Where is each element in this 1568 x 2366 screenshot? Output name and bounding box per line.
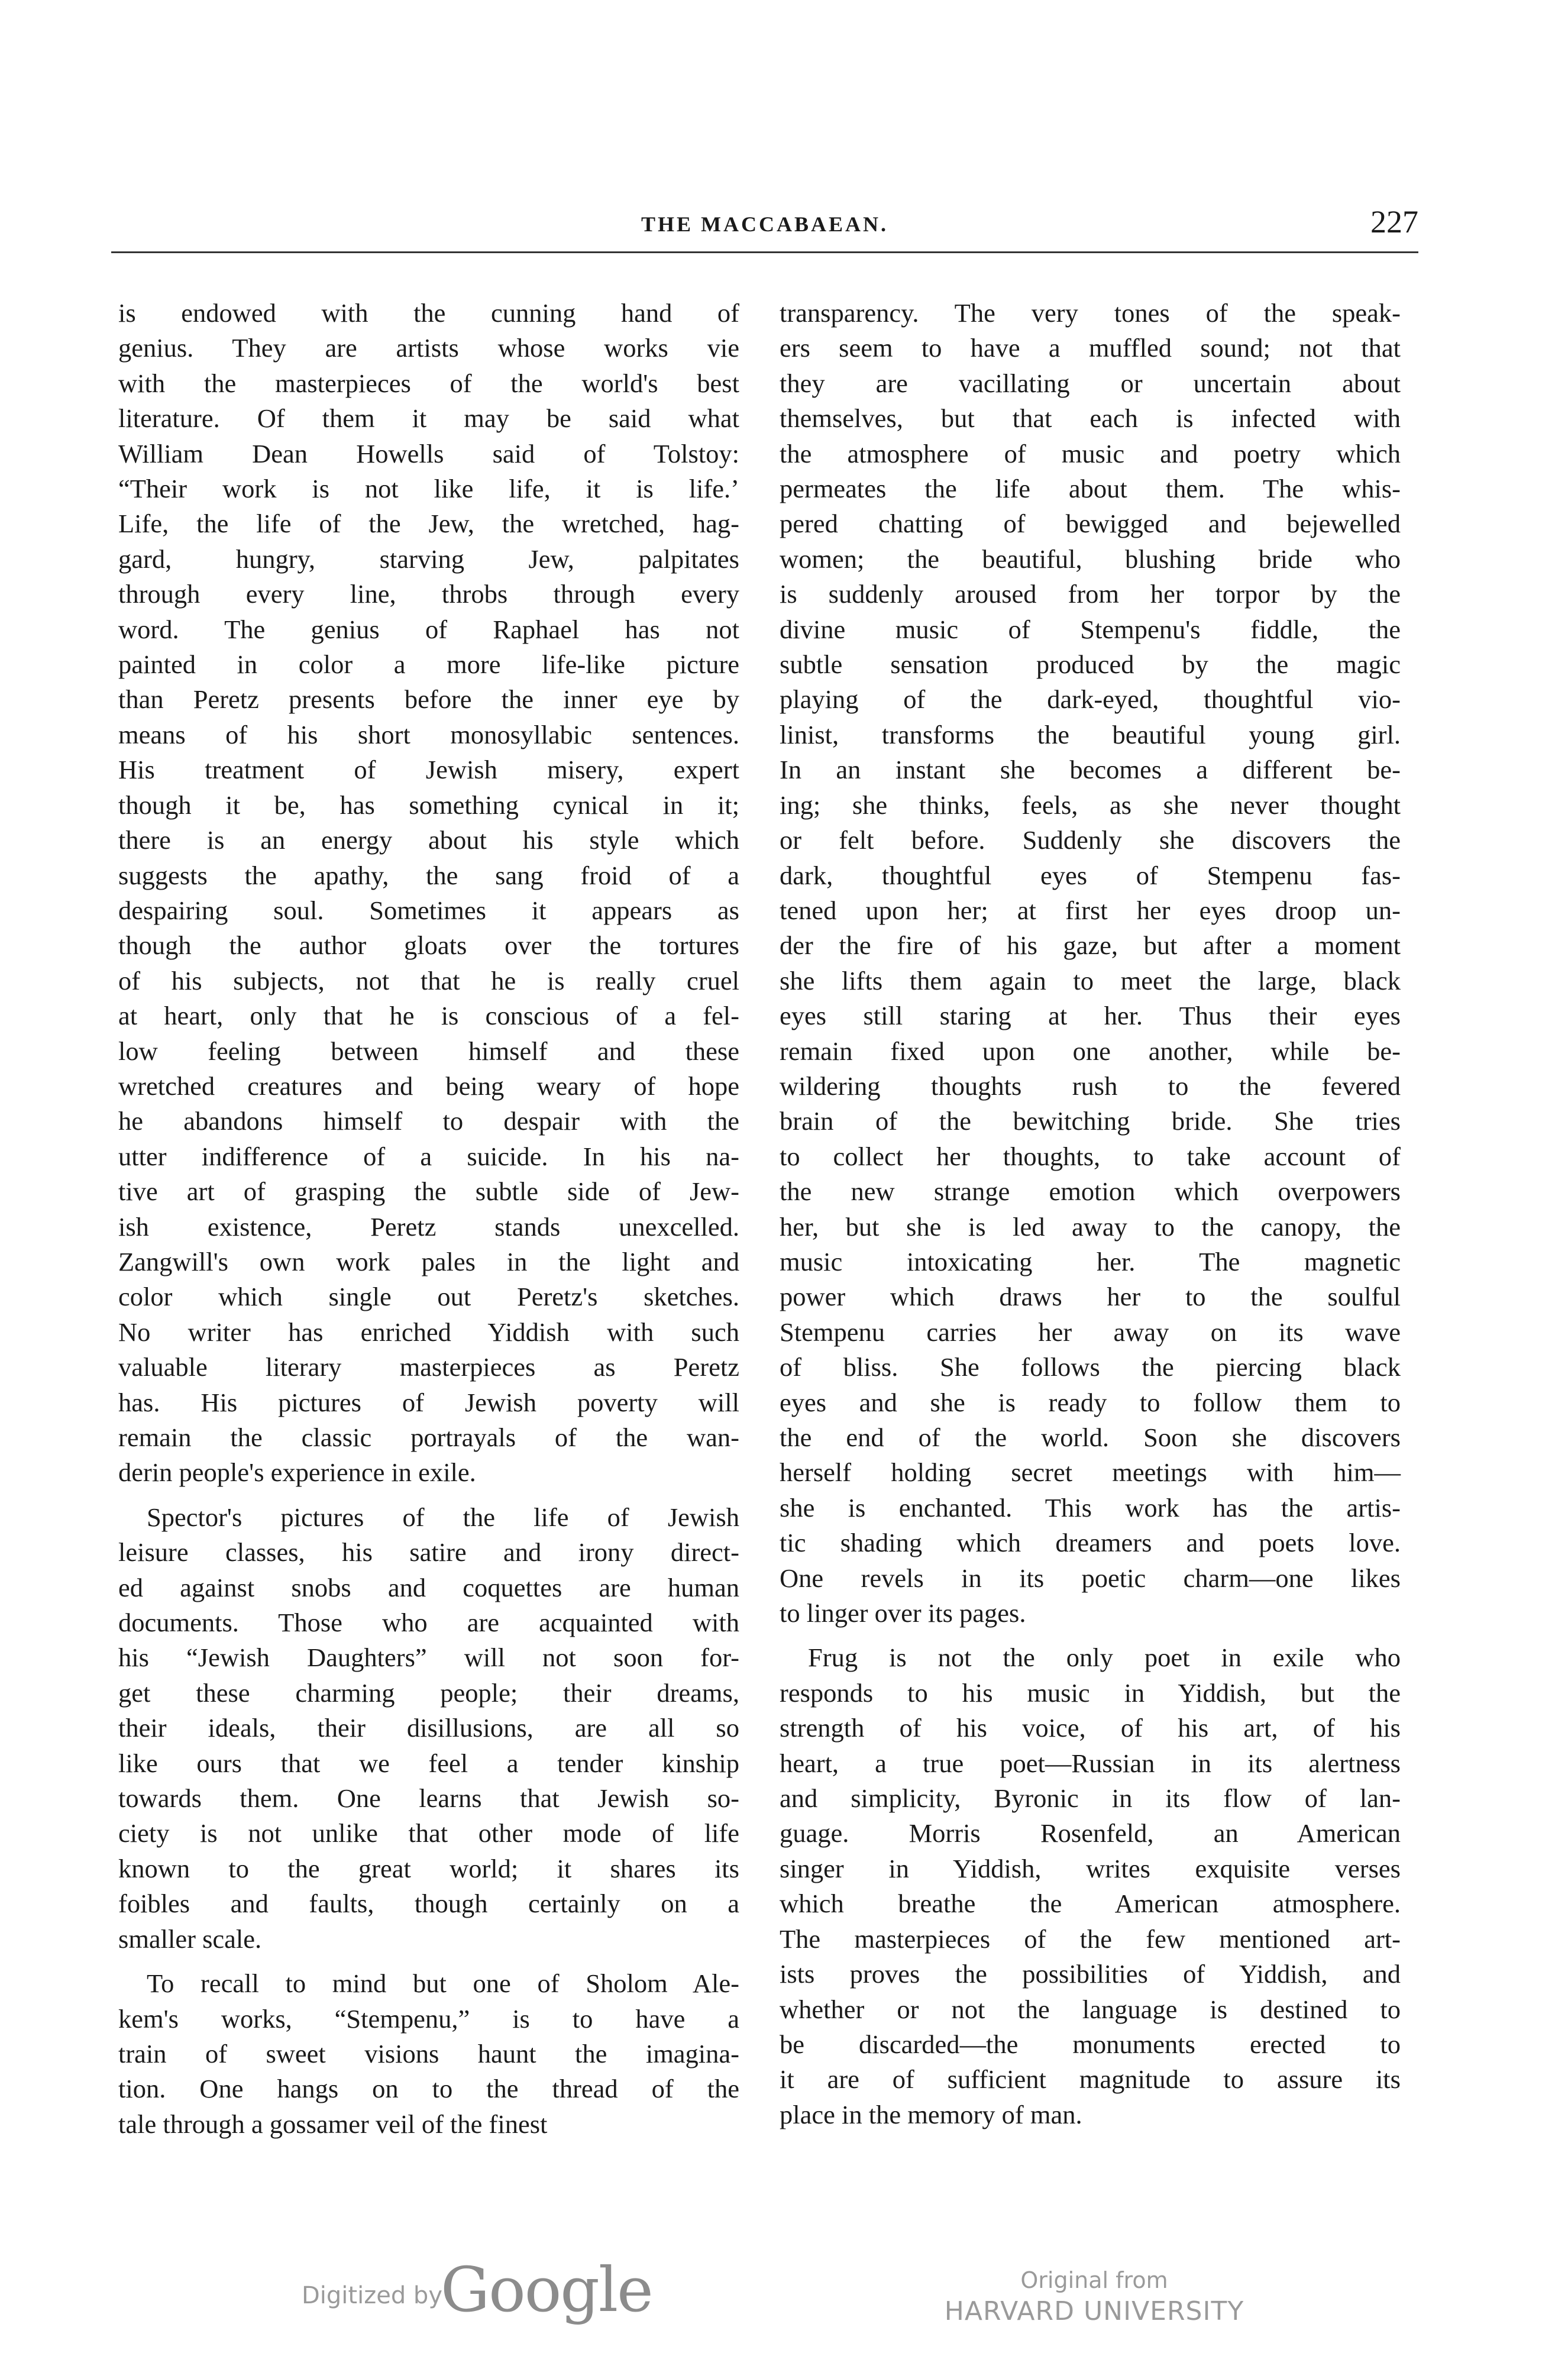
text-line: towards them. One learns that Jewish so-: [118, 1783, 739, 1814]
text-line: the atmosphere of music and poetry which: [780, 438, 1401, 468]
header-rule: [111, 251, 1418, 253]
text-line: they are vacillating or uncertain about: [780, 368, 1401, 398]
text-line: Frug is not the only poet in exile who: [808, 1643, 1401, 1673]
google-logo: Google: [441, 2254, 652, 2326]
text-line: genius. They are artists whose works vie: [118, 333, 739, 363]
right-column: [780, 296, 1401, 2132]
text-line: and simplicity, Byronic in its flow of lan-: [780, 1783, 1401, 1814]
text-line: tion. One hangs on to the thread of the: [118, 2074, 739, 2104]
original-from-text: Original from: [1020, 2267, 1168, 2293]
text-line: tive art of grasping the subtle side of Jew-: [118, 1176, 739, 1207]
text-line: His treatment of Jewish misery, expert: [118, 755, 739, 785]
text-line: heart, a true poet—Russian in its alertness: [780, 1748, 1401, 1778]
text-line: despairing soul. Sometimes it appears as: [118, 895, 739, 925]
text-line: linist, transforms the beautiful young girl.: [780, 719, 1401, 749]
text-line: of his subjects, not that he is really cruel: [118, 965, 739, 995]
text-line: wretched creatures and being weary of hope: [118, 1071, 739, 1101]
text-line: herself holding secret meetings with him—: [780, 1457, 1401, 1488]
text-line: The masterpieces of the few mentioned art-: [780, 1924, 1401, 1954]
text-line: is suddenly aroused from her torpor by the: [780, 579, 1401, 609]
paragraph-gap: [118, 1491, 739, 1500]
text-line: to collect her thoughts, to take account of: [780, 1141, 1401, 1171]
text-line: tened upon her; at first her eyes droop un-: [780, 895, 1401, 925]
text-line: at heart, only that he is conscious of a fel-: [118, 1001, 739, 1031]
text-line: playing of the dark-eyed, thoughtful vio-: [780, 684, 1401, 715]
text-line: Spector's pictures of the life of Jewish: [147, 1502, 739, 1532]
text-line: though it be, has something cynical in it;: [118, 790, 739, 820]
text-line: tale through a gossamer veil of the finest: [118, 2109, 548, 2139]
text-line: kem's works, “Stempenu,” is to have a: [118, 2003, 739, 2034]
text-line: tic shading which dreamers and poets love.: [780, 1528, 1401, 1558]
text-line: it are of sufficient magnitude to assure its: [780, 2064, 1401, 2095]
text-line: with the masterpieces of the world's best: [118, 368, 739, 398]
text-line: William Dean Howells said of Tolstoy:: [118, 438, 739, 468]
text-line: ciety is not unlike that other mode of life: [118, 1818, 739, 1848]
page-header: [111, 204, 1418, 248]
text-line: place in the memory of man.: [780, 2099, 1082, 2129]
paragraph-gap: [780, 1631, 1401, 1640]
text-line: subtle sensation produced by the magic: [780, 649, 1401, 680]
text-line: wildering thoughts rush to the fevered: [780, 1071, 1401, 1101]
text-line: has. His pictures of Jewish poverty will: [118, 1387, 739, 1417]
text-line: strength of his voice, of his art, of his: [780, 1713, 1401, 1743]
text-line: suggests the apathy, the sang froid of a: [118, 860, 739, 890]
text-line: the new strange emotion which overpowers: [780, 1176, 1401, 1207]
text-line: like ours that we feel a tender kinship: [118, 1748, 739, 1778]
text-line: ists proves the possibilities of Yiddish, and: [780, 1959, 1401, 1989]
digitized-by-watermark: [302, 2254, 657, 2325]
digitized-by-text: Digitized by: [302, 2282, 442, 2309]
text-line: “Their work is not like life, it is life.’: [118, 474, 739, 504]
text-line: means of his short monosyllabic sentences.: [118, 719, 739, 749]
left-column: [118, 296, 739, 2142]
text-line: be discarded—the monuments erected to: [780, 2029, 1401, 2059]
text-line: In an instant she becomes a different be-: [780, 755, 1401, 785]
text-line: color which single out Peretz's sketches.: [118, 1282, 739, 1312]
text-line: smaller scale.: [118, 1924, 262, 1954]
text-line: transparency. The very tones of the speak-: [780, 298, 1401, 328]
text-line: To recall to mind but one of Sholom Ale-: [147, 1969, 739, 1999]
text-line: singer in Yiddish, writes exquisite verses: [780, 1853, 1401, 1883]
text-line: ers seem to have a muffled sound; not that: [780, 333, 1401, 363]
text-line: Zangwill's own work pales in the light and: [118, 1246, 739, 1276]
text-line: whether or not the language is destined to: [780, 1994, 1401, 2024]
text-line: than Peretz presents before the inner eye by: [118, 684, 739, 715]
text-line: Stempenu carries her away on its wave: [780, 1317, 1401, 1347]
text-line: Life, the life of the Jew, the wretched, hag-: [118, 509, 739, 539]
text-line: to linger over its pages.: [780, 1598, 1026, 1628]
text-line: get these charming people; their dreams,: [118, 1677, 739, 1708]
text-line: foibles and faults, though certainly on a: [118, 1889, 739, 1919]
page-number: 227: [1370, 204, 1418, 240]
text-line: through every line, throbs through every: [118, 579, 739, 609]
text-line: his “Jewish Daughters” will not soon for-: [118, 1643, 739, 1673]
text-line: themselves, but that each is infected with: [780, 403, 1401, 434]
source-watermark: [917, 2265, 1272, 2328]
text-line: eyes still staring at her. Thus their eyes: [780, 1001, 1401, 1031]
text-line: word. The genius of Raphael has not: [118, 614, 739, 644]
text-line: she lifts them again to meet the large, black: [780, 965, 1401, 995]
text-line: their ideals, their disillusions, are all so: [118, 1713, 739, 1743]
paragraph-gap: [118, 1957, 739, 1966]
text-line: which breathe the American atmosphere.: [780, 1889, 1401, 1919]
text-line: gard, hungry, starving Jew, palpitates: [118, 544, 739, 574]
text-line: music intoxicating her. The magnetic: [780, 1246, 1401, 1276]
text-line: documents. Those who are acquainted with: [118, 1608, 739, 1638]
text-line: valuable literary masterpieces as Peretz: [118, 1352, 739, 1382]
text-line: remain the classic portrayals of the wan-: [118, 1423, 739, 1452]
text-line: ing; she thinks, feels, as she never thought: [780, 790, 1401, 820]
text-line: pered chatting of bewigged and bejewelled: [780, 509, 1401, 539]
text-line: One revels in its poetic charm—one likes: [780, 1563, 1401, 1593]
text-line: permeates the life about them. The whis-: [780, 474, 1401, 504]
text-line: the end of the world. Soon she discovers: [780, 1423, 1401, 1452]
text-line: eyes and she is ready to follow them to: [780, 1387, 1401, 1417]
text-line: literature. Of them it may be said what: [118, 403, 739, 434]
text-line: der the fire of his gaze, but after a moment: [780, 930, 1401, 961]
text-line: ish existence, Peretz stands unexcelled.: [118, 1211, 739, 1242]
text-line: is endowed with the cunning hand of: [118, 298, 739, 328]
text-line: ed against snobs and coquettes are human: [118, 1572, 739, 1602]
text-line: though the author gloats over the tortures: [118, 930, 739, 961]
running-head: THE MACCABAEAN.: [641, 212, 888, 236]
text-line: No writer has enriched Yiddish with such: [118, 1317, 739, 1347]
text-line: train of sweet visions haunt the imagina-: [118, 2038, 739, 2068]
text-line: leisure classes, his satire and irony direct-: [118, 1537, 739, 1567]
text-line: he abandons himself to despair with the: [118, 1106, 739, 1136]
text-line: brain of the bewitching bride. She tries: [780, 1106, 1401, 1136]
text-line: there is an energy about his style which: [118, 825, 739, 855]
text-line: she is enchanted. This work has the artis-: [780, 1492, 1401, 1523]
text-line: guage. Morris Rosenfeld, an American: [780, 1818, 1401, 1848]
text-line: dark, thoughtful eyes of Stempenu fas-: [780, 860, 1401, 890]
text-line: power which draws her to the soulful: [780, 1282, 1401, 1312]
institution-text: HARVARD UNIVERSITY: [944, 2296, 1244, 2326]
text-line: known to the great world; it shares its: [118, 1853, 739, 1883]
text-line: divine music of Stempenu's fiddle, the: [780, 614, 1401, 644]
text-line: responds to his music in Yiddish, but the: [780, 1677, 1401, 1708]
text-line: derin people's experience in exile.: [118, 1457, 476, 1488]
text-line: women; the beautiful, blushing bride who: [780, 544, 1401, 574]
text-line: remain fixed upon one another, while be-: [780, 1036, 1401, 1066]
text-line: low feeling between himself and these: [118, 1036, 739, 1066]
text-line: utter indifference of a suicide. In his na-: [118, 1141, 739, 1171]
text-line: painted in color a more life-like picture: [118, 649, 739, 680]
text-line: or felt before. Suddenly she discovers the: [780, 825, 1401, 855]
text-line: her, but she is led away to the canopy, the: [780, 1211, 1401, 1242]
text-line: of bliss. She follows the piercing black: [780, 1352, 1401, 1382]
